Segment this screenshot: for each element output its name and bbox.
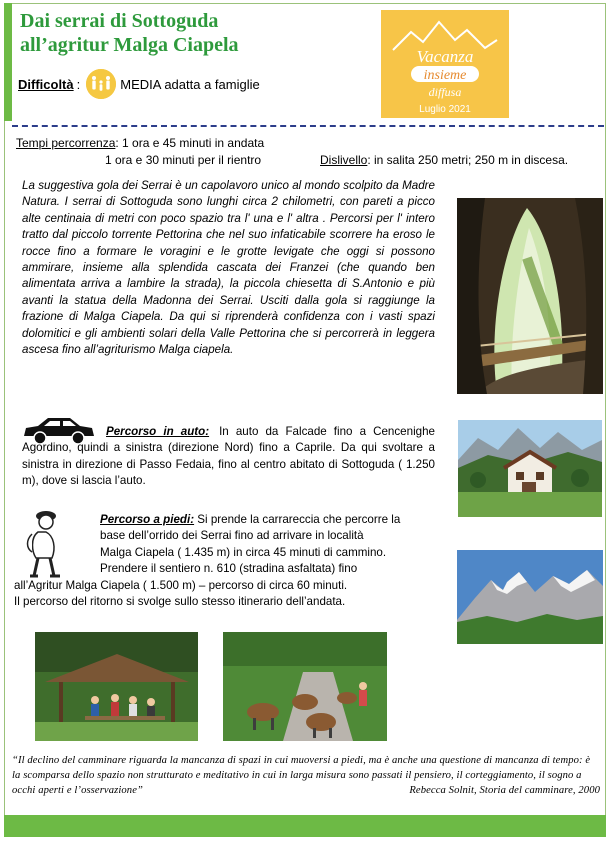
walking-route-heading: Percorso a piedi: (100, 513, 195, 526)
times-outbound: : 1 ora e 45 minuti in andata (115, 136, 265, 150)
times-return: 1 ora e 30 minuti per il rientro (105, 153, 262, 167)
accent-bar (4, 3, 12, 121)
footer-bar (4, 815, 606, 837)
logo-line3: diffusa (428, 85, 462, 99)
car-route (22, 424, 435, 490)
logo-line1: Vacanza (416, 47, 474, 66)
quote-author: Rebecca Solnit, Storia del camminare, 2000 (409, 785, 600, 796)
difficulty-separator: : (76, 76, 81, 92)
family-icon (86, 69, 116, 99)
picnic-photo (35, 632, 198, 741)
malga-photo (458, 420, 602, 517)
difficulty-label: Difficoltà (18, 76, 74, 92)
walking-route (14, 512, 437, 610)
quote-block (12, 753, 600, 798)
walking-route-line5: all’Agritur Malga Ciapela ( 1.500 m) – percorso di circa 60 minuti. (14, 578, 348, 592)
mountain-photo (457, 550, 603, 644)
difficulty-row (18, 72, 260, 96)
car-route-heading: Percorso in auto: (106, 425, 210, 438)
walking-route-line1: Si prende la carrareccia che percorre la (194, 513, 401, 526)
logo-date: Luglio 2021 (419, 104, 471, 115)
walking-route-line6: Il percorso del ritorno si svolge sullo stesso itinerario dell’andata. (14, 595, 346, 609)
car-route-text: In auto da Falcade fino a Cencenighe Agordino, quindi a sinistra (direzione Nord) fino a Caprile. Da qui svoltare a sinistra in direzione di Passo Fedaia, fino al centro abitato di Sottoguda ( 1.250 m), dove si lascia l’auto. (22, 425, 435, 488)
travel-times (16, 135, 264, 151)
times-label: Tempi percorrenza (16, 136, 116, 150)
gorge-photo (457, 198, 603, 394)
logo-line2: insieme (423, 68, 467, 83)
cows-photo (223, 632, 387, 741)
section-divider (12, 125, 604, 127)
walking-route-line3: Malga Ciapela ( 1.435 m) in circa 45 minuti di cammino. (100, 545, 387, 559)
walking-route-line2: base dell’orrido dei Serrai fino ad arrivare in località (100, 529, 364, 543)
elevation-value: : in salita 250 metri; 250 m in discesa. (367, 153, 569, 167)
walking-route-line4: Prendere il sentiero n. 610 (stradina asfaltata) fino (100, 562, 358, 576)
page-title: Dai serrai di Sottoguda all’agritur Malga Ciapela (20, 10, 239, 56)
intro-paragraph: La suggestiva gola dei Serrai è un capolavoro unico al mondo scolpito da Madre Natura. I serrai di Sottoguda sono lunghi circa 2 chilometri, con pareti a picco alte centinaia di metri con poco spazio tra l' una e l' altra . Percorsi per l' intero tratto dal piccolo torrente Pettorina che nel suo infaticabile scorrere ha eroso le rocce fino a formare le voragini e le grotte levigate che oggi si possono ammirare, insieme alla splendida cascata dei Franzei (che quando ben alimentata arriva a lambire la strada), la piccola chiesetta di S.Antonio e più avanti la statua della Madonna dei Serrai. Usciti dalla gola si raggiunge la frazione di Malga Ciapela. Da qui si riprenderà confidenza con i vasti spazi dolomitici e gli ambienti solari della Valle Pettorina che si percorrerà in leggera ascesa fino all’agriturismo Malga ciapela. (22, 179, 435, 357)
elevation (320, 153, 568, 167)
elevation-label: Dislivello (320, 153, 368, 167)
quote-text: “Il declino del camminare riguarda la mancanza di spazi in cui muoversi a piedi, ma è anche una questione di mancanza di tempo: è la scomparsa dello spazio non strutturato e meditativo in cui in larga misura sono passati il pensiero, il corteggiamento, il sogno a occhi aperti e l’osservazione” (12, 755, 591, 796)
vacanza-insieme-logo (381, 10, 509, 118)
difficulty-value: MEDIA adatta a famiglie (120, 76, 260, 92)
